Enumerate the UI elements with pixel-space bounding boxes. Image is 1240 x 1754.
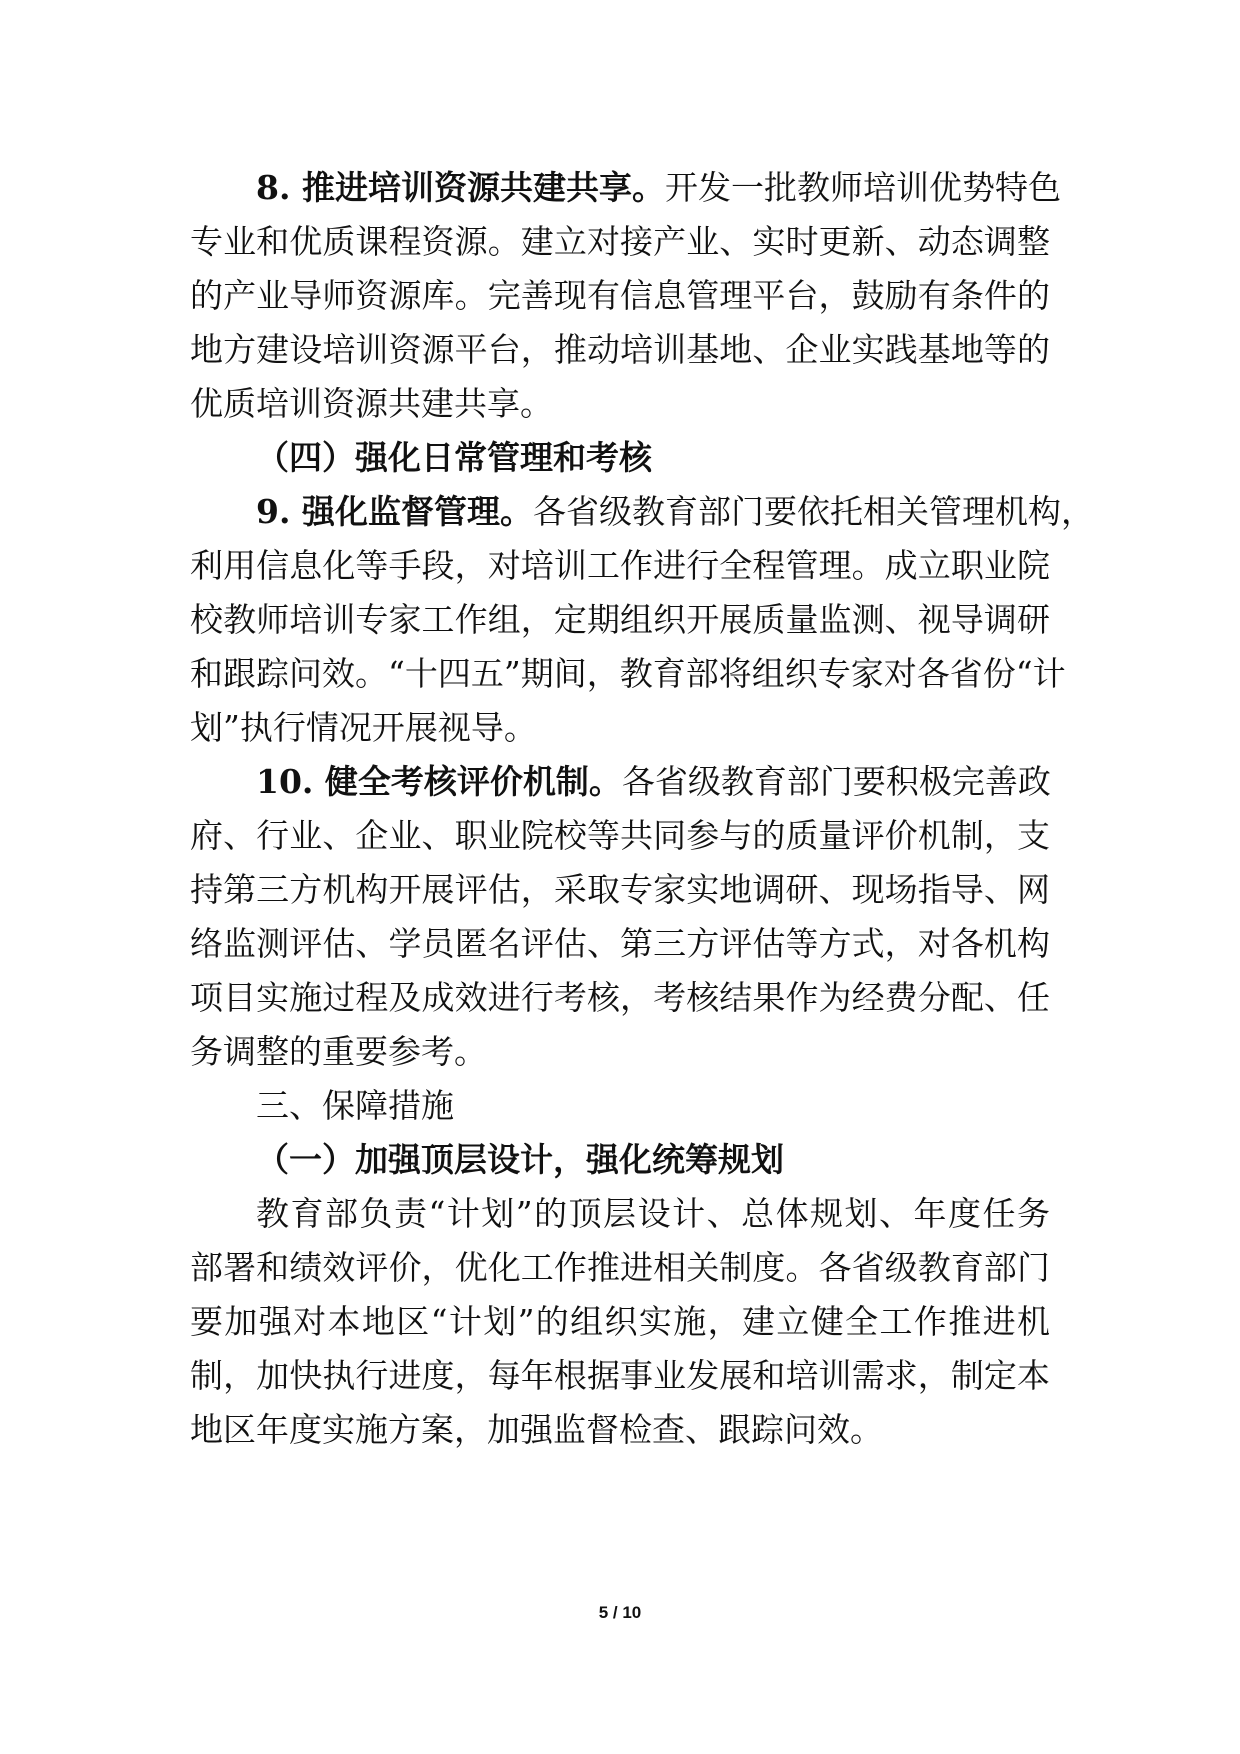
paragraph-10-line-4: 络监测评估、学员匿名评估、第三方评估等方式，对各机构: [190, 924, 1050, 963]
page-number: 5 / 10: [598, 1603, 642, 1622]
paragraph-10-line-6: 务调整的重要参考。: [190, 1032, 487, 1071]
subheading-4: （四）强化日常管理和考核: [256, 438, 652, 477]
paragraph-11-line-2: 部署和绩效评价，优化工作推进相关制度。各省级教育部门: [190, 1248, 1050, 1287]
paragraph-8-line-4: 地方建设培训资源平台，推动培训基地、企业实践基地等的: [190, 330, 1050, 369]
paragraph-9-line-3: 校教师培训专家工作组，定期组织开展质量监测、视导调研: [190, 600, 1050, 639]
subheading-1: （一）加强顶层设计，强化统筹规划: [256, 1140, 784, 1179]
paragraph-11-line-4: 制，加快执行进度，每年根据事业发展和培训需求，制定本: [190, 1356, 1050, 1395]
heading-9: 9. 强化监督管理。: [256, 492, 533, 531]
paragraph-11-line-3: 要加强对本地区“计划”的组织实施，建立健全工作推进机: [190, 1302, 1050, 1341]
paragraph-9-line-5: 划”执行情况开展视导。: [190, 708, 537, 747]
paragraph-10-line-5: 项目实施过程及成效进行考核，考核结果作为经费分配、任: [190, 978, 1050, 1017]
paragraph-9-line-1: 9. 强化监督管理。各省级教育部门要依托相关管理机构，: [256, 492, 1094, 531]
heading-10: 10. 健全考核评价机制。: [256, 762, 622, 801]
paragraph-9-line-4: 和跟踪问效。“十四五”期间，教育部将组织专家对各省份“计: [190, 654, 1066, 693]
paragraph-10-line-2: 府、行业、企业、职业院校等共同参与的质量评价机制，支: [190, 816, 1050, 855]
paragraph-9-line-2: 利用信息化等手段，对培训工作进行全程管理。成立职业院: [190, 546, 1050, 585]
paragraph-8-line-1: 8. 推进培训资源共建共享。开发一批教师培训优势特色: [256, 168, 1061, 207]
section-heading-3: 三、保障措施: [256, 1086, 454, 1125]
paragraph-10-line-3: 持第三方机构开展评估，采取专家实地调研、现场指导、网: [190, 870, 1050, 909]
paragraph-10-line-1: 10. 健全考核评价机制。各省级教育部门要积极完善政: [256, 762, 1051, 801]
heading-8: 8. 推进培训资源共建共享。: [256, 168, 665, 207]
paragraph-11-line-1: 教育部负责“计划”的顶层设计、总体规划、年度任务: [256, 1194, 1050, 1233]
paragraph-8-line-5: 优质培训资源共建共享。: [190, 384, 553, 423]
paragraph-11-line-5: 地区年度实施方案，加强监督检查、跟踪问效。: [190, 1410, 883, 1449]
paragraph-8-line-2: 专业和优质课程资源。建立对接产业、实时更新、动态调整: [190, 222, 1050, 261]
paragraph-8-line-3: 的产业导师资源库。完善现有信息管理平台，鼓励有条件的: [190, 276, 1050, 315]
